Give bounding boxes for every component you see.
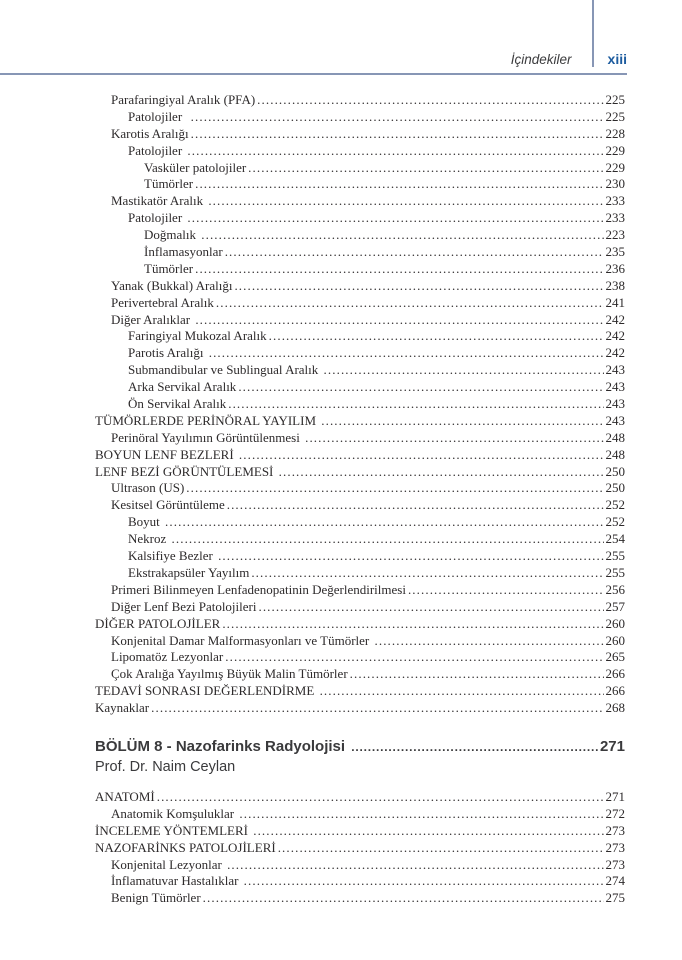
dot-leader [234, 278, 603, 295]
toc-entry-page-number: 273 [605, 839, 625, 855]
toc-entry-page-number: 255 [605, 564, 625, 580]
dot-leader [324, 362, 604, 379]
toc-entry-label: Vasküler patolojiler [144, 159, 247, 175]
toc-entry-page-number: 228 [605, 125, 625, 141]
toc-entry-label: İnflamasyonlar [144, 244, 223, 260]
toc-entry-page-number: 235 [605, 244, 625, 260]
header-rule [0, 73, 627, 75]
toc-entry-label: Patolojiler [128, 142, 186, 158]
toc-entry [95, 789, 625, 806]
toc-entry-label: Konjenital Lezyonlar [111, 856, 226, 872]
toc-entry [95, 806, 625, 823]
dot-leader [195, 261, 603, 278]
toc-entry [95, 873, 625, 890]
dot-leader [238, 379, 603, 396]
toc-entry-page-number: 243 [605, 396, 625, 412]
dot-leader [201, 227, 603, 244]
toc-entry-page-number: 225 [605, 108, 625, 124]
toc-entry-label: Diğer Aralıklar [111, 311, 194, 327]
chapter-title: BÖLÜM 8 - Nazofarinks Radyolojisi [95, 737, 350, 755]
toc-entry-page-number: 241 [605, 294, 625, 310]
toc-entry-page-number: 255 [605, 548, 625, 564]
toc-entry [95, 261, 625, 278]
dot-leader [195, 176, 603, 193]
dot-leader [151, 700, 603, 717]
toc-entry-label: TÜMÖRLERDE PERİNÖRAL YAYILIM [95, 412, 320, 428]
toc-entry [95, 840, 625, 857]
toc-entry-label: Çok Aralığa Yayılmış Büyük Malin Tümörler [111, 666, 348, 682]
toc-entry [95, 143, 625, 160]
dot-leader [248, 160, 603, 177]
toc-entry [95, 565, 625, 582]
toc-entry-page-number: 254 [605, 531, 625, 547]
toc-entry [95, 823, 625, 840]
toc-entry-page-number: 266 [605, 666, 625, 682]
toc-entry [95, 890, 625, 907]
toc-entry [95, 244, 625, 261]
toc-entry-label: Anatomik Komşuluklar [111, 805, 238, 821]
toc-entry-label: Ekstrakapsüler Yayılım [128, 564, 250, 580]
dot-leader [225, 244, 604, 261]
dot-leader [227, 857, 603, 874]
toc-entry-page-number: 257 [605, 598, 625, 614]
toc-entry-label: ANATOMİ [95, 788, 155, 804]
dot-leader [208, 193, 603, 210]
toc-entry [95, 109, 625, 126]
toc-entry-label: Diğer Lenf Bezi Patolojileri [111, 598, 257, 614]
toc-entry-page-number: 243 [605, 379, 625, 395]
dot-leader [191, 109, 604, 126]
toc-entry-label: Kalsifiye Bezler [128, 548, 217, 564]
toc-entry [95, 345, 625, 362]
toc-entry-page-number: 271 [605, 788, 625, 804]
toc-entry [95, 514, 625, 531]
toc-entry [95, 700, 625, 717]
toc-entry-label: Patolojiler [128, 210, 186, 226]
toc-entry-label: Karotis Aralığı [111, 125, 189, 141]
toc-list-part1 [95, 92, 625, 717]
table-of-contents [95, 92, 625, 907]
toc-entry [95, 176, 625, 193]
toc-entry-page-number: 243 [605, 412, 625, 428]
toc-entry-label: Mastikatör Aralık [111, 193, 207, 209]
toc-entry [95, 193, 625, 210]
toc-entry-label: İNCELEME YÖNTEMLERİ [95, 822, 252, 838]
toc-entry-label: TEDAVİ SONRASI DEĞERLENDİRME [95, 683, 318, 699]
toc-entry-page-number: 272 [605, 805, 625, 821]
toc-entry-label: Primeri Bilinmeyen Lenfadenopatinin Değerlendirilmesi [111, 581, 406, 597]
dot-leader [258, 599, 603, 616]
toc-entry-label: Perivertebral Aralık [111, 294, 214, 310]
toc-entry [95, 599, 625, 616]
toc-entry-page-number: 250 [605, 480, 625, 496]
toc-entry [95, 227, 625, 244]
dot-leader [187, 210, 603, 227]
toc-entry-label: Faringiyal Mukozal Aralık [128, 328, 267, 344]
toc-entry-page-number: 256 [605, 581, 625, 597]
toc-entry [95, 92, 625, 109]
toc-entry-label: Kesitsel Görüntüleme [111, 497, 225, 513]
toc-entry-label: NAZOFARİNKS PATOLOJİLERİ [95, 839, 276, 855]
toc-entry [95, 396, 625, 413]
toc-entry-label: Boyut [128, 514, 164, 530]
toc-entry [95, 683, 625, 700]
dot-leader [321, 413, 603, 430]
dot-leader [218, 548, 603, 565]
dot-leader [203, 890, 604, 907]
toc-entry-page-number: 248 [605, 429, 625, 445]
toc-entry [95, 480, 625, 497]
toc-entry [95, 857, 625, 874]
dot-leader [225, 649, 603, 666]
chapter-author: Prof. Dr. Naim Ceylan [95, 758, 236, 775]
dot-leader [222, 616, 603, 633]
toc-entry-page-number: 238 [605, 277, 625, 293]
toc-entry-label: Ön Servikal Aralık [128, 396, 227, 412]
toc-entry-page-number: 250 [605, 463, 625, 479]
toc-entry-label: Doğmalık [144, 227, 200, 243]
toc-entry-page-number: 230 [605, 176, 625, 192]
toc-entry [95, 295, 625, 312]
toc-entry-label: Konjenital Damar Malformasyonları ve Tümörler [111, 632, 373, 648]
toc-entry-page-number: 233 [605, 193, 625, 209]
dot-leader [239, 806, 603, 823]
toc-entry [95, 497, 625, 514]
toc-entry [95, 362, 625, 379]
toc-entry-label: BOYUN LENF BEZLERİ [95, 446, 237, 462]
toc-entry-page-number: 236 [605, 260, 625, 276]
toc-entry [95, 548, 625, 565]
toc-entry-page-number: 242 [605, 345, 625, 361]
toc-entry [95, 126, 625, 143]
dot-leader [244, 873, 604, 890]
toc-entry-page-number: 233 [605, 210, 625, 226]
toc-entry [95, 210, 625, 227]
dot-leader [157, 789, 604, 806]
dot-leader [279, 464, 604, 481]
toc-entry-page-number: 273 [605, 822, 625, 838]
dot-leader [191, 126, 604, 143]
toc-entry-page-number: 248 [605, 446, 625, 462]
dot-leader [239, 447, 604, 464]
dot-leader [320, 683, 604, 700]
toc-entry-page-number: 260 [605, 632, 625, 648]
toc-entry-label: Kaynaklar [95, 700, 150, 716]
toc-entry-page-number: 229 [605, 142, 625, 158]
dot-leader [165, 514, 603, 531]
dot-leader [187, 143, 603, 160]
toc-entry-label: Lipomatöz Lezyonlar [111, 649, 224, 665]
toc-entry-label: Patolojiler [128, 108, 189, 124]
chapter-page-number: 271 [599, 737, 625, 755]
toc-entry-label: LENF BEZİ GÖRÜNTÜLEMESİ [95, 463, 277, 479]
toc-entry [95, 649, 625, 666]
dot-leader [305, 430, 603, 447]
toc-entry [95, 278, 625, 295]
toc-entry-page-number: 225 [605, 92, 625, 107]
toc-entry-page-number: 275 [605, 890, 625, 906]
dot-leader [253, 823, 603, 840]
toc-entry [95, 379, 625, 396]
toc-entry-page-number: 252 [605, 497, 625, 513]
toc-entry-page-number: 252 [605, 514, 625, 530]
dot-leader [195, 312, 603, 329]
running-header-title: İçindekiler [510, 52, 572, 67]
dot-leader [269, 328, 604, 345]
toc-entry [95, 464, 625, 481]
dot-leader [216, 295, 604, 312]
toc-entry-page-number: 242 [605, 328, 625, 344]
dot-leader [228, 396, 603, 413]
toc-entry-label: İnflamatuvar Hastalıklar [111, 873, 242, 889]
toc-entry [95, 616, 625, 633]
dot-leader [278, 840, 604, 857]
dot-leader [257, 92, 603, 109]
dot-leader [351, 737, 598, 757]
toc-entry-page-number: 243 [605, 362, 625, 378]
toc-entry-label: Ultrason (US) [111, 480, 185, 496]
dot-leader [186, 480, 603, 497]
toc-entry-page-number: 223 [605, 227, 625, 243]
toc-entry-page-number: 266 [605, 683, 625, 699]
toc-entry-label: Yanak (Bukkal) Aralığı [111, 277, 233, 293]
dot-leader [172, 531, 604, 548]
chapter-heading-block [95, 737, 625, 777]
toc-entry [95, 430, 625, 447]
toc-entry-page-number: 268 [605, 700, 625, 716]
toc-entry-label: Perinöral Yayılımın Görüntülenmesi [111, 429, 304, 445]
dot-leader [227, 497, 604, 514]
toc-entry-label: Nekroz [128, 531, 170, 547]
toc-entry [95, 531, 625, 548]
toc-entry-page-number: 242 [605, 311, 625, 327]
dot-leader [209, 345, 604, 362]
toc-entry-page-number: 273 [605, 856, 625, 872]
toc-list-part2 [95, 789, 625, 907]
toc-entry-label: Parafaringiyal Aralık (PFA) [111, 92, 256, 107]
dot-leader [251, 565, 603, 582]
toc-entry [95, 666, 625, 683]
toc-entry [95, 447, 625, 464]
chapter-heading [95, 737, 625, 757]
toc-entry-label: DİĞER PATOLOJİLER [95, 615, 221, 631]
toc-entry-label: Benign Tümörler [111, 890, 201, 906]
toc-entry-page-number: 265 [605, 649, 625, 665]
toc-entry [95, 633, 625, 650]
toc-entry [95, 312, 625, 329]
toc-entry-label: Submandibular ve Sublingual Aralık [128, 362, 322, 378]
toc-entry-label: Arka Servikal Aralık [128, 379, 237, 395]
toc-entry-label: Parotis Aralığı [128, 345, 207, 361]
toc-entry-page-number: 260 [605, 615, 625, 631]
dot-leader [350, 666, 604, 683]
toc-entry-page-number: 229 [605, 159, 625, 175]
dot-leader [408, 582, 604, 599]
toc-entry-page-number: 274 [605, 873, 625, 889]
running-header-page-number: xiii [607, 51, 627, 67]
toc-entry [95, 160, 625, 177]
toc-entry-label: Tümörler [144, 260, 194, 276]
toc-entry [95, 582, 625, 599]
dot-leader [375, 633, 604, 650]
toc-entry-label: Tümörler [144, 176, 194, 192]
running-header [511, 51, 627, 67]
toc-entry [95, 328, 625, 345]
toc-entry [95, 413, 625, 430]
